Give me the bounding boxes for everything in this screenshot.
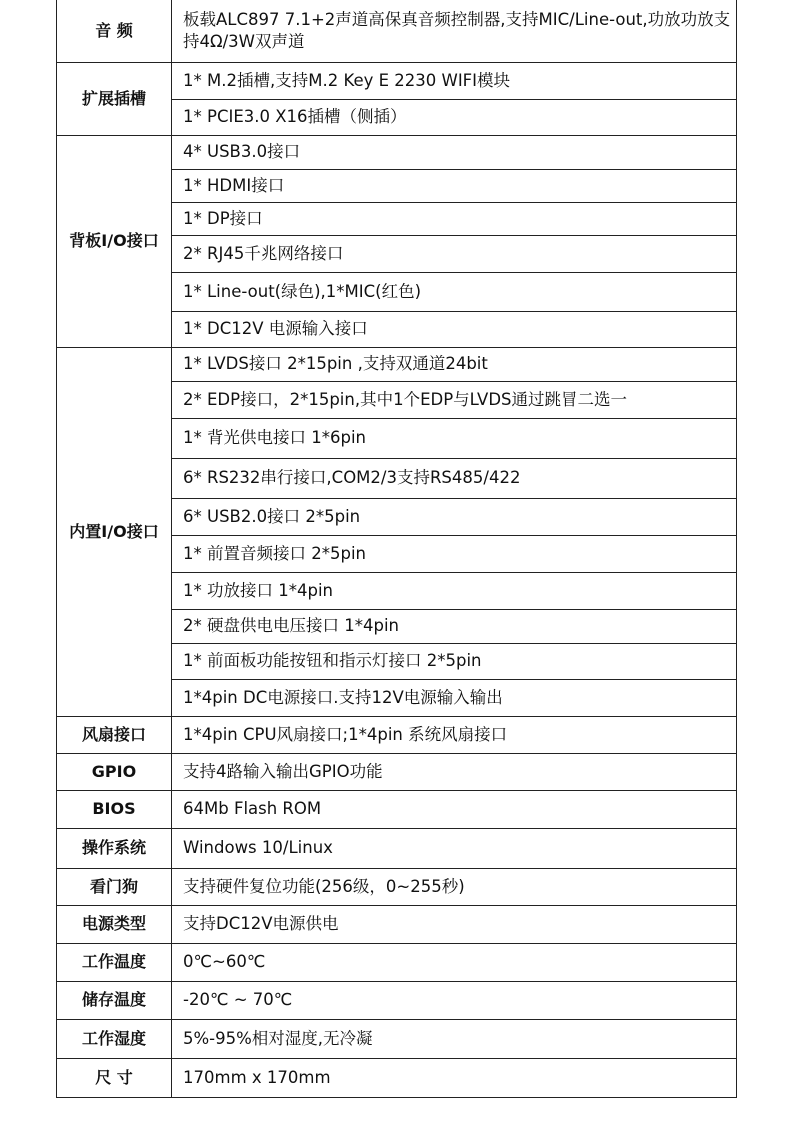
spec-value: 6* USB2.0接口 2*5pin <box>172 498 737 535</box>
spec-label: 电源类型 <box>57 905 172 943</box>
spec-row-internal-io <box>57 347 737 381</box>
spec-value: 64Mb Flash ROM <box>172 790 737 828</box>
spec-value: 1* M.2插槽,支持M.2 Key E 2230 WIFI模块 <box>172 62 737 99</box>
spec-row-humidity <box>57 1019 737 1058</box>
spec-value: Windows 10/Linux <box>172 828 737 868</box>
spec-row-audio <box>57 0 737 62</box>
spec-label: 内置I/O接口 <box>57 347 172 716</box>
spec-value: 1* 前置音频接口 2*5pin <box>172 535 737 572</box>
spec-value: 2* RJ45千兆网络接口 <box>172 235 737 272</box>
spec-value: 1* Line-out(绿色),1*MIC(红色) <box>172 272 737 311</box>
spec-value: 板载ALC897 7.1+2声道高保真音频控制器,支持MIC/Line-out,功放功放支持4Ω/3W双声道 <box>172 0 737 62</box>
spec-row-bios <box>57 790 737 828</box>
spec-row-watchdog <box>57 868 737 905</box>
spec-row-operating-temp <box>57 943 737 981</box>
spec-value: 170mm x 170mm <box>172 1058 737 1097</box>
spec-label: 音 频 <box>57 0 172 62</box>
spec-label: 风扇接口 <box>57 716 172 753</box>
spec-value: 1* DP接口 <box>172 202 737 235</box>
spec-value: 2* EDP接口，2*15pin,其中1个EDP与LVDS通过跳冒二选一 <box>172 381 737 418</box>
spec-value: 1* PCIE3.0 X16插槽（侧插） <box>172 99 737 135</box>
spec-row-power-type <box>57 905 737 943</box>
spec-label: 操作系统 <box>57 828 172 868</box>
spec-value: 支持硬件复位功能(256级，0~255秒) <box>172 868 737 905</box>
spec-label: 储存温度 <box>57 981 172 1019</box>
spec-label: 工作湿度 <box>57 1019 172 1058</box>
spec-row-gpio <box>57 753 737 790</box>
spec-row-dimensions <box>57 1058 737 1097</box>
spec-value: 1* 背光供电接口 1*6pin <box>172 418 737 458</box>
spec-table <box>56 0 737 1098</box>
spec-value: 支持4路输入输出GPIO功能 <box>172 753 737 790</box>
spec-value: 6* RS232串行接口,COM2/3支持RS485/422 <box>172 458 737 498</box>
spec-value: 1* 前面板功能按钮和指示灯接口 2*5pin <box>172 643 737 679</box>
spec-row-rear-io <box>57 135 737 169</box>
spec-value: 1* HDMI接口 <box>172 169 737 202</box>
spec-value: 1* 功放接口 1*4pin <box>172 572 737 609</box>
spec-row-storage-temp <box>57 981 737 1019</box>
spec-value: 0℃~60℃ <box>172 943 737 981</box>
spec-row-os <box>57 828 737 868</box>
spec-value: 1* LVDS接口 2*15pin ,支持双通道24bit <box>172 347 737 381</box>
spec-row-expansion <box>57 62 737 99</box>
spec-value: -20℃ ~ 70℃ <box>172 981 737 1019</box>
spec-label: 看门狗 <box>57 868 172 905</box>
spec-value: 5%-95%相对湿度,无冷凝 <box>172 1019 737 1058</box>
spec-label: BIOS <box>57 790 172 828</box>
spec-label: 扩展插槽 <box>57 62 172 135</box>
spec-value: 1*4pin CPU风扇接口;1*4pin 系统风扇接口 <box>172 716 737 753</box>
spec-value: 2* 硬盘供电电压接口 1*4pin <box>172 609 737 643</box>
spec-label: GPIO <box>57 753 172 790</box>
spec-value: 1* DC12V 电源输入接口 <box>172 311 737 347</box>
spec-label: 工作温度 <box>57 943 172 981</box>
spec-value: 4* USB3.0接口 <box>172 135 737 169</box>
spec-value: 支持DC12V电源供电 <box>172 905 737 943</box>
spec-label: 背板I/O接口 <box>57 135 172 347</box>
spec-label: 尺 寸 <box>57 1058 172 1097</box>
spec-row-fan <box>57 716 737 753</box>
spec-value: 1*4pin DC电源接口.支持12V电源输入输出 <box>172 679 737 716</box>
